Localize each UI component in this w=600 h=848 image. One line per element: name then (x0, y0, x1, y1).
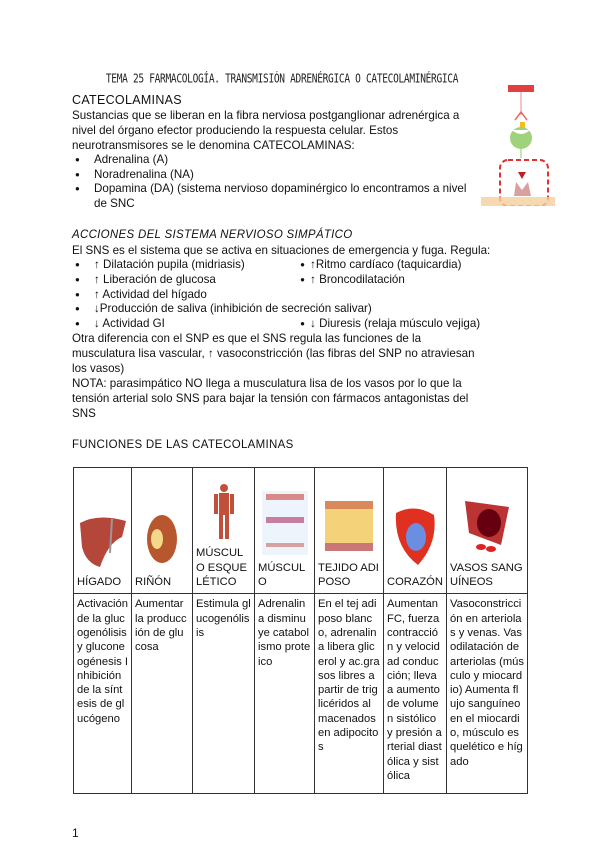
header-cell: HÍGADO (77, 576, 122, 589)
list-item: ● Noradrenalina (NA) (72, 168, 472, 183)
table-cell: Vasoconstricción en arteriolas y venas. Vasodilatación de arteriolas (músculo y miocardio) Aumenta flujo sanguíneo en el miocardio, músculo esquelético e hígado (447, 594, 528, 794)
muscle-types-image (262, 491, 308, 555)
intro-paragraph: Sustancias que se liberan en la fibra nerviosa postganglionar adrenérgica a nivel del órgano efector produciendo la respuesta celular. Estos neurotransmisores se le denomina CATECOLAMINAS: (72, 109, 460, 152)
header-cell: TEJIDO ADIPOSO (318, 561, 379, 589)
document-title: TEMA 25 FARMACOLOGÍA. TRANSMISIÓN ADRENÉRGICA O CATECOLAMINÉRGICA (105, 72, 459, 87)
header-cell: MÚSCULO ESQUELÉTICO (196, 547, 247, 589)
heading-acciones: ACCIONES DEL SISTEMA NERVIOSO SIMPÁTICO (72, 229, 353, 242)
list-item: ● ↓ Actividad GI (72, 317, 300, 332)
snp-paragraph: Otra diferencia con el SNP es que el SNS regula las funciones de la musculatura lisa vascular, ↑ vasoconstricción (las fibras del SNP no atraviesan los vasos) (72, 332, 475, 376)
kidney-image (145, 513, 179, 569)
sns-actions-list (72, 258, 528, 331)
table-cell: En el tej adiposo blanco, adrenalina libera glicerol y ac.grasos libres a partir de triglicéridos almacenados en adipocitos (315, 594, 384, 794)
table-cell: Adrenalina disminuye catabolismo proteico (255, 594, 315, 794)
page-number: 1 (72, 826, 79, 841)
table-row (74, 594, 528, 794)
heading-catecolaminas: CATECOLAMINAS (72, 93, 182, 107)
heading-funciones: FUNCIONES DE LAS CATECOLAMINAS (72, 439, 294, 452)
list-item: ● Dopamina (DA) (sistema nervioso dopaminérgico lo encontramos a nivel de SNC (72, 182, 472, 211)
list-item: ● ↑Ritmo cardíaco (taquicardia) (300, 258, 528, 273)
list-item: ● ↓ Diuresis (relaja músculo vejiga) (300, 317, 528, 332)
table-cell: Activación de la glucogenólisis y gluconeogénesis Inhibición de la síntesis de glucógeno (74, 594, 132, 794)
sns-intro: El SNS es el sistema que se activa en situaciones de emergencia y fuga. Regula: (72, 244, 491, 258)
list-item: ● ↑ Broncodilatación (300, 273, 528, 288)
table-cell: Aumentan FC, fuerza contracción y velocidad conducción; lleva a aumento de volumen sistólico y presión arterial diastólica y sistólica (384, 594, 447, 794)
blood-vessel-image (461, 497, 513, 555)
table-cell: Aumentar la producción de glucosa (132, 594, 193, 794)
header-cell: VASOS SANGUÍNEOS (450, 561, 523, 589)
list-item: ● ↑ Dilatación pupila (midriasis) (72, 258, 300, 273)
liver-image (78, 513, 128, 569)
table-header-row (74, 468, 528, 594)
list-item: ● Adrenalina (A) (72, 153, 472, 168)
list-item: ● ↑ Actividad del hígado (72, 288, 528, 303)
catecolaminas-list (72, 153, 472, 211)
document-body (72, 92, 528, 840)
heart-image (390, 503, 440, 569)
functions-table (73, 467, 528, 794)
adipose-tissue-image (323, 493, 375, 555)
header-cell: MÚSCULO (258, 561, 306, 589)
header-cell: CORAZÓN (387, 576, 443, 589)
list-item: ● ↓Producción de saliva (inhibición de secreción salivar) (72, 302, 528, 317)
list-item: ● ↑ Liberación de glucosa (72, 273, 300, 288)
header-cell: RIÑÓN (135, 576, 172, 589)
skeletal-muscle-image (207, 482, 241, 540)
table-cell: Estimula glucogenólisis (193, 594, 255, 794)
nota-paragraph: NOTA: parasimpático NO llega a musculatura lisa de los vasos por lo que la tensión arterial solo SNS para bajar la tensión con fármacos antagonistas del SNS (72, 377, 469, 421)
